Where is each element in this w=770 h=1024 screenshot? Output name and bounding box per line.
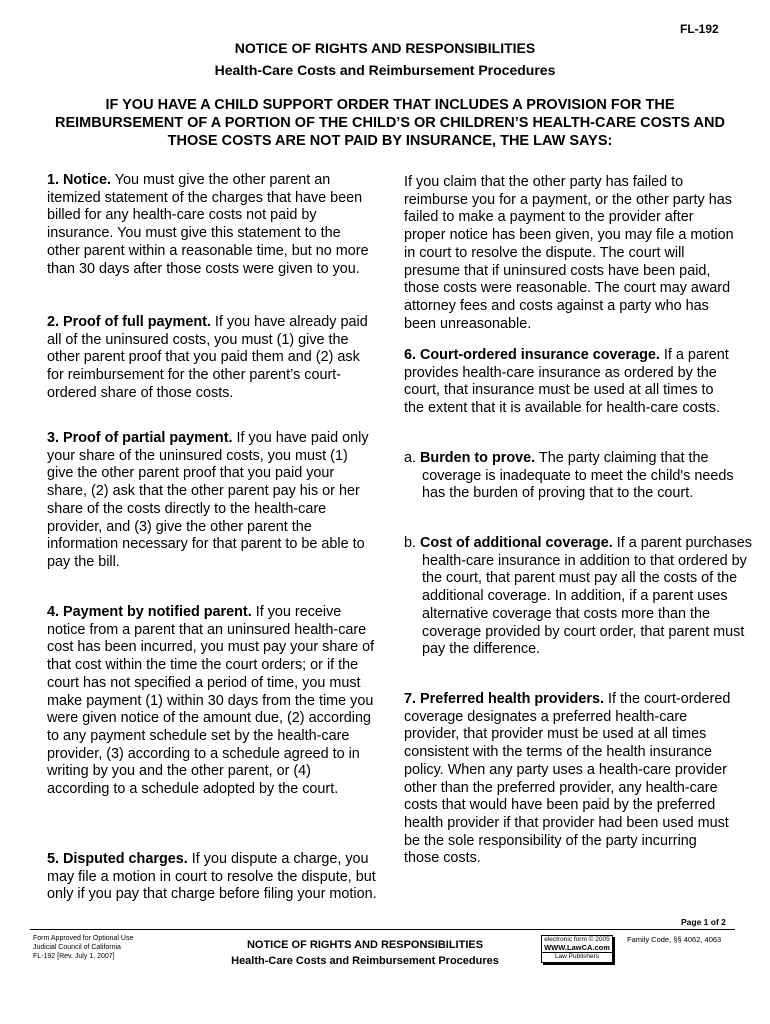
section-heading: 3. Proof of partial payment. [47,430,233,446]
section-preferred-providers [404,691,734,868]
subsection-additional-coverage [404,535,752,659]
section-disputed-charges-continued: If you claim that the other party has failed to reimburse you for a payment, or the other party has failed to make a payment to the provider after proper notice has been given, you may file a motion in court to resolve the dispute. The court will presume that if uninsured costs have been paid, those costs were reasonable. The court may award attorney fees and costs against a party who has been unreasonable. [404,174,734,332]
section-heading: 4. Payment by notified parent. [47,604,252,620]
stamp-publisher: Law Publishers [542,952,612,961]
section-heading: 7. Preferred health providers. [404,691,604,707]
section-disputed-charges [47,851,377,904]
subsection-burden-to-prove [404,450,752,503]
stamp-url: WWW.LawCA.com [544,943,610,952]
section-proof-partial-payment [47,430,377,572]
section-payment-notified-parent [47,604,377,799]
subsection-label: b. [404,535,417,551]
section-insurance-coverage [404,347,734,418]
publisher-stamp [541,935,613,963]
form-number: FL-192 [680,22,719,36]
section-body: You must give the other parent an itemized statement of the charges that have been billed for any health-care costs not paid by insurance. You must give this statement to the other parent within a reasonable time, but no more than 30 days after those costs were given to you. [47,172,369,277]
section-heading: 5. Disputed charges. [47,851,188,867]
section-heading: 1. Notice. [47,172,111,188]
section-heading: 2. Proof of full payment. [47,314,211,330]
section-heading: 6. Court-ordered insurance coverage. [404,347,660,363]
code-citation: Family Code, §§ 4062, 4063 [627,935,722,944]
section-body: If the court-ordered coverage designates a preferred health-care provider, that provider must be used at all times consistent with the terms of the health insurance policy. When any party uses a health-care provider other than the preferred provider, any health-care costs that would have been paid by the preferred health provider if that provider had been used must be the sole responsibility of the party incurring those costs. [404,691,731,867]
section-notice [47,172,377,278]
subsection-body: The party claiming that the coverage is inadequate to meet the child's needs has the burden of proving that to the court. [422,450,734,502]
footer-divider [30,929,735,930]
form-title: NOTICE OF RIGHTS AND RESPONSIBILITIES [234,40,536,56]
approval-line: FL-192 [Rev. July 1, 2007] [33,953,115,960]
form-approval-info [33,934,133,961]
subsection-heading: Cost of additional coverage. [420,535,613,551]
section-proof-full-payment [47,314,377,403]
footer-title: NOTICE OF RIGHTS AND RESPONSIBILITIES [246,939,484,951]
section-body: If you have paid only your share of the uninsured costs, you must (1) give the other parent proof that you paid your share, (2) ask that the other parent pay his or her share of the costs directly to the health-care provider, and (3) give the other parent the information necessary for that parent to be able to pay the bill. [47,430,369,570]
stamp-copyright: electronic form © 2005 [544,936,610,943]
subsection-label: a. [404,450,417,466]
section-body: If you have already paid all of the uninsured costs, you must (1) give the other parent proof that you paid them and (2) ask for reimbursement for the other parent’s court-ordered share of those costs. [47,314,368,401]
page-number: Page 1 of 2 [681,917,726,927]
section-body: If you receive notice from a parent that an uninsured health-care cost has been incurred, you must pay your share of that cost within the time the court orders; or if the court has not specified a period of time, you must make payment (1) within 30 days from the time you were given notice of the amount due, (2) according to any payment schedule set by the health-care provider, (3) according to a schedule agreed to in writing by you and the other parent, or (4) according to a schedule adopted by the court. [47,604,375,798]
subsection-body: If a parent purchases health-care insurance in addition to that ordered by the court, that parent must pay all the costs of the additional coverage. In addition, if a parent uses alternative coverage that costs more than the coverage provided by court order, that parent must pay the difference. [422,535,752,658]
approval-line: Judicial Council of California [33,944,121,951]
form-subtitle: Health-Care Costs and Reimbursement Procedures [214,62,556,78]
section-body: If you dispute a charge, you may file a motion in court to resolve the dispute, but only if you pay that charge before filing your motion. [47,851,377,903]
approval-line: Form Approved for Optional Use [33,935,134,942]
law-banner: IF YOU HAVE A CHILD SUPPORT ORDER THAT INCLUDES A PROVISION FOR THE REIMBURSEMENT OF A PORTION OF THE CHILD’S OR CHILDREN’S HEALTH-CARE COSTS AND THOSE COSTS ARE NOT PAID BY INSURANCE, THE LAW SAYS: [55,97,725,149]
footer-subtitle: Health-Care Costs and Reimbursement Procedures [231,955,499,967]
section-body: If a parent provides health-care insurance as ordered by the court, that insurance must be used at all times to the extent that it is available for health-care costs. [404,347,729,417]
subsection-heading: Burden to prove. [420,450,536,466]
